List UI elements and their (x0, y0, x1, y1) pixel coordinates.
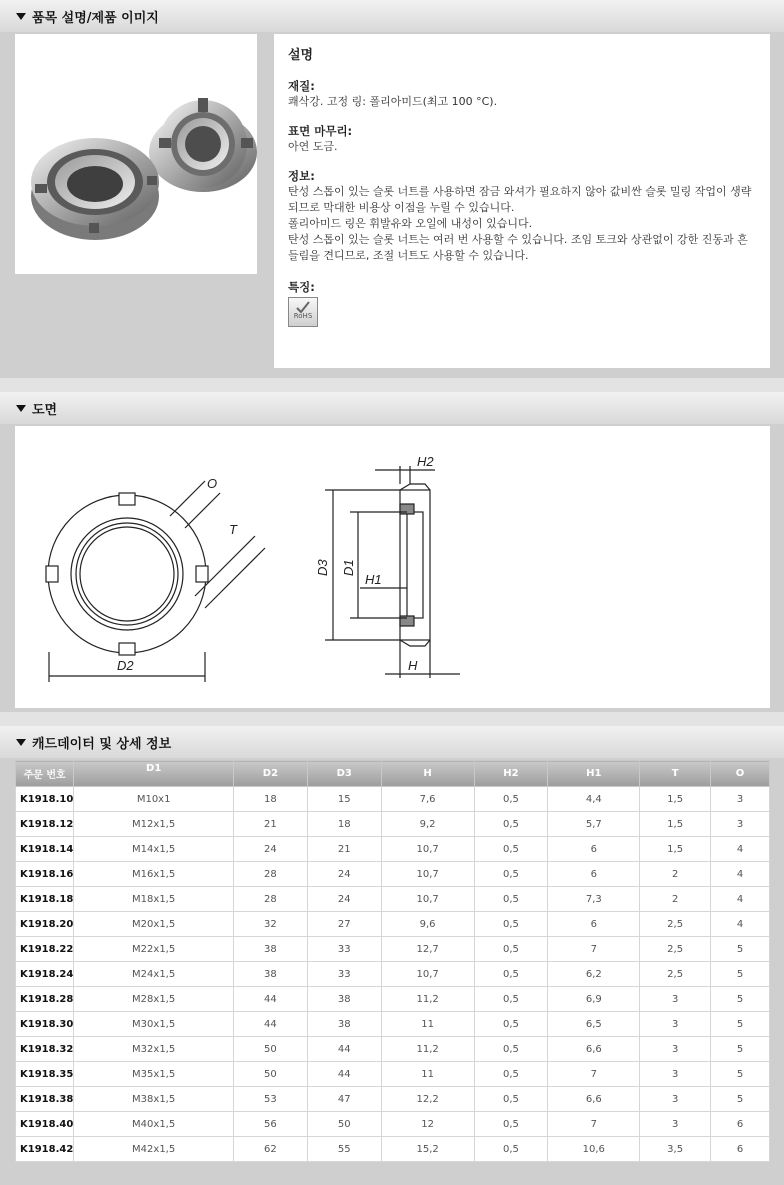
table-cell: 0,5 (474, 937, 548, 962)
table-cell: 50 (234, 1062, 308, 1087)
table-row (16, 837, 770, 862)
order-number-cell[interactable]: K1918.24 (16, 962, 74, 987)
order-number-cell[interactable]: K1918.18 (16, 887, 74, 912)
table-cell: M42x1,5 (74, 1137, 234, 1162)
table-row (16, 962, 770, 987)
col-d1[interactable]: D1 (74, 761, 234, 787)
label-t: T (229, 522, 237, 537)
table-row (16, 987, 770, 1012)
section-header-cad[interactable] (0, 726, 784, 758)
table-cell: 24 (307, 862, 381, 887)
table-cell: M38x1,5 (74, 1087, 234, 1112)
slotted-nut-photo (15, 34, 257, 274)
technical-drawing (15, 426, 770, 708)
table-cell: 0,5 (474, 787, 548, 812)
table-cell: 4 (711, 887, 770, 912)
table-cell: 6,9 (548, 987, 640, 1012)
table-cell: 0,5 (474, 837, 548, 862)
table-cell: 4 (711, 837, 770, 862)
table-row (16, 912, 770, 937)
table-cell: 18 (307, 812, 381, 837)
col-o[interactable]: O (711, 761, 770, 787)
table-cell: 0,5 (474, 812, 548, 837)
table-cell: 5 (711, 962, 770, 987)
table-cell: 21 (307, 837, 381, 862)
material-label: 재질: (288, 79, 315, 93)
table-cell: 0,5 (474, 1062, 548, 1087)
order-number-cell[interactable]: K1918.42 (16, 1137, 74, 1162)
table-cell: 5,7 (548, 812, 640, 837)
material-text: 쾌삭강. 고정 링: 폴리아미드(최고 100 °C). (288, 95, 498, 108)
label-d2: D2 (117, 658, 134, 673)
table-row (16, 1112, 770, 1137)
table-cell: 2,5 (640, 962, 711, 987)
table-cell: 3 (640, 1037, 711, 1062)
table-cell: 55 (307, 1137, 381, 1162)
label-o: O (207, 476, 218, 491)
table-cell: 11,2 (381, 1037, 474, 1062)
table-cell: 38 (234, 937, 308, 962)
table-cell: 32 (234, 912, 308, 937)
table-row (16, 887, 770, 912)
table-cell: 7,3 (548, 887, 640, 912)
table-cell: 38 (234, 962, 308, 987)
table-cell: M20x1,5 (74, 912, 234, 937)
section-title: 품목 설명/제품 이미지 (32, 10, 159, 26)
table-cell: 56 (234, 1112, 308, 1137)
table-cell: 28 (234, 862, 308, 887)
section-header-drawing[interactable] (0, 392, 784, 424)
order-number-cell[interactable]: K1918.32 (16, 1037, 74, 1062)
table-cell: 10,7 (381, 887, 474, 912)
section-title: 캐드데이터 및 상세 정보 (32, 736, 172, 752)
table-cell: 7 (548, 937, 640, 962)
table-cell: 38 (307, 987, 381, 1012)
col-t[interactable]: T (640, 761, 711, 787)
info-paragraph-1: 탄성 스톱이 있는 슬롯 너트를 사용하면 잠금 와셔가 필요하지 않아 값비싼 슬롯 밀링 작업이 생략되므로 막대한 비용상 이점을 누릴 수 있습니다. (288, 185, 752, 214)
order-number-cell[interactable]: K1918.38 (16, 1087, 74, 1112)
table-cell: M24x1,5 (74, 962, 234, 987)
description-title: 설명 (288, 48, 314, 63)
table-cell: 44 (234, 987, 308, 1012)
table-cell: 9,2 (381, 812, 474, 837)
drawing-panel (0, 424, 784, 712)
table-cell: 6 (548, 837, 640, 862)
table-cell: M28x1,5 (74, 987, 234, 1012)
table-cell: 5 (711, 1087, 770, 1112)
table-cell: M16x1,5 (74, 862, 234, 887)
table-cell: 28 (234, 887, 308, 912)
order-number-cell[interactable]: K1918.20 (16, 912, 74, 937)
table-cell: 0,5 (474, 912, 548, 937)
table-cell: 10,7 (381, 862, 474, 887)
table-cell: 5 (711, 937, 770, 962)
info-label: 정보: (288, 169, 315, 183)
table-cell: 3 (640, 1112, 711, 1137)
order-number-cell[interactable]: K1918.40 (16, 1112, 74, 1137)
table-cell: M30x1,5 (74, 1012, 234, 1037)
table-cell: 3 (640, 987, 711, 1012)
table-cell: 3 (640, 1012, 711, 1037)
table-cell: 6 (548, 912, 640, 937)
table-cell: 5 (711, 1062, 770, 1087)
table-cell: 0,5 (474, 887, 548, 912)
table-cell: 4,4 (548, 787, 640, 812)
rohs-badge-icon (288, 297, 318, 327)
order-number-cell[interactable]: K1918.28 (16, 987, 74, 1012)
front-view (46, 481, 265, 682)
table-cell: 6,2 (548, 962, 640, 987)
table-row (16, 1037, 770, 1062)
table-cell: 6 (711, 1137, 770, 1162)
section-title: 도면 (32, 402, 58, 418)
table-cell: M22x1,5 (74, 937, 234, 962)
table-cell: 6 (548, 862, 640, 887)
table-cell: M14x1,5 (74, 837, 234, 862)
spec-table (15, 760, 770, 1162)
table-cell: M32x1,5 (74, 1037, 234, 1062)
col-h1[interactable]: H1 (548, 761, 640, 787)
table-cell: 10,7 (381, 837, 474, 862)
table-cell: 18 (234, 787, 308, 812)
table-cell: 7 (548, 1112, 640, 1137)
table-cell: 5 (711, 1012, 770, 1037)
col-h2[interactable]: H2 (474, 761, 548, 787)
table-cell: 6 (711, 1112, 770, 1137)
table-cell: 2 (640, 887, 711, 912)
col-h[interactable]: H (381, 761, 474, 787)
table-cell: 0,5 (474, 1112, 548, 1137)
rohs-badge-text: RoHS (293, 312, 313, 320)
order-number-cell[interactable]: K1918.12 (16, 812, 74, 837)
product-image (15, 34, 257, 274)
table-cell: 0,5 (474, 987, 548, 1012)
table-cell: 5 (711, 987, 770, 1012)
table-cell: 1,5 (640, 787, 711, 812)
table-cell: 6,5 (548, 1012, 640, 1037)
table-cell: 6,6 (548, 1037, 640, 1062)
table-cell: M18x1,5 (74, 887, 234, 912)
table-cell: 33 (307, 937, 381, 962)
order-number-cell[interactable]: K1918.14 (16, 837, 74, 862)
cad-table-panel (0, 758, 784, 1185)
table-cell: 0,5 (474, 1012, 548, 1037)
collapse-triangle-icon (16, 13, 26, 20)
table-cell: 47 (307, 1087, 381, 1112)
order-number-cell[interactable]: K1918.22 (16, 937, 74, 962)
table-cell: 1,5 (640, 812, 711, 837)
order-number-cell[interactable]: K1918.16 (16, 862, 74, 887)
table-cell: 11 (381, 1012, 474, 1037)
table-cell: M12x1,5 (74, 812, 234, 837)
table-cell: 53 (234, 1087, 308, 1112)
table-cell: 11,2 (381, 987, 474, 1012)
table-cell: 38 (307, 1012, 381, 1037)
table-cell: 0,5 (474, 1087, 548, 1112)
section-header-description[interactable] (0, 0, 784, 32)
table-cell: 5 (711, 1037, 770, 1062)
label-h2: H2 (417, 454, 434, 469)
label-h1: H1 (365, 572, 382, 587)
table-cell: 3 (711, 812, 770, 837)
table-cell: 11 (381, 1062, 474, 1087)
table-cell: 1,5 (640, 837, 711, 862)
table-row (16, 862, 770, 887)
table-cell: 0,5 (474, 862, 548, 887)
info-paragraph-2: 폴리아미드 링은 휘발유와 오일에 내성이 있습니다. (288, 217, 533, 230)
table-row (16, 787, 770, 812)
table-row (16, 1087, 770, 1112)
table-cell: 10,6 (548, 1137, 640, 1162)
table-cell: M10x1 (74, 787, 234, 812)
table-cell: 10,7 (381, 962, 474, 987)
table-cell: 50 (307, 1112, 381, 1137)
order-number-cell[interactable]: K1918.10 (16, 787, 74, 812)
table-cell: 12,2 (381, 1087, 474, 1112)
table-cell: 4 (711, 862, 770, 887)
features-label: 특징: (288, 280, 315, 294)
table-cell: 15,2 (381, 1137, 474, 1162)
table-row (16, 937, 770, 962)
table-cell: M35x1,5 (74, 1062, 234, 1087)
table-cell: 3 (640, 1062, 711, 1087)
label-d1: D1 (341, 559, 356, 576)
table-cell: 33 (307, 962, 381, 987)
col-order-number[interactable]: 주문 번호 (16, 761, 74, 787)
table-cell: 6,6 (548, 1087, 640, 1112)
table-cell: 7 (548, 1062, 640, 1087)
table-cell: 2 (640, 862, 711, 887)
table-cell: 12 (381, 1112, 474, 1137)
table-cell: 0,5 (474, 1137, 548, 1162)
table-cell: M40x1,5 (74, 1112, 234, 1137)
label-d3: D3 (315, 559, 330, 576)
table-cell: 3 (640, 1087, 711, 1112)
finish-text: 아연 도금. (288, 140, 338, 153)
table-cell: 9,6 (381, 912, 474, 937)
collapse-triangle-icon (16, 405, 26, 412)
label-h: H (408, 658, 418, 673)
table-row (16, 812, 770, 837)
table-cell: 0,5 (474, 962, 548, 987)
table-cell: 44 (234, 1012, 308, 1037)
table-cell: 24 (307, 887, 381, 912)
finish-label: 표면 마무리: (288, 124, 353, 138)
description-text (274, 34, 770, 368)
col-d2[interactable]: D2 (234, 761, 308, 787)
table-cell: 3 (711, 787, 770, 812)
table-cell: 2,5 (640, 937, 711, 962)
col-d3[interactable]: D3 (307, 761, 381, 787)
order-number-cell[interactable]: K1918.30 (16, 1012, 74, 1037)
collapse-triangle-icon (16, 739, 26, 746)
info-paragraph-3: 탄성 스톱이 있는 슬롯 너트는 여러 번 사용할 수 있습니다. 조임 토크와 상관없이 강한 진동과 흔들림을 견디므로, 조절 너트도 사용할 수 있습니다. (288, 233, 748, 262)
table-row (16, 1062, 770, 1087)
table-cell: 0,5 (474, 1037, 548, 1062)
table-cell: 21 (234, 812, 308, 837)
table-header-row (16, 761, 770, 787)
description-panel (0, 32, 784, 378)
table-cell: 4 (711, 912, 770, 937)
table-row (16, 1012, 770, 1037)
order-number-cell[interactable]: K1918.35 (16, 1062, 74, 1087)
table-cell: 7,6 (381, 787, 474, 812)
table-cell: 2,5 (640, 912, 711, 937)
table-cell: 3,5 (640, 1137, 711, 1162)
table-cell: 44 (307, 1062, 381, 1087)
table-cell: 62 (234, 1137, 308, 1162)
table-cell: 44 (307, 1037, 381, 1062)
table-cell: 24 (234, 837, 308, 862)
table-cell: 50 (234, 1037, 308, 1062)
table-row (16, 1137, 770, 1162)
table-cell: 12,7 (381, 937, 474, 962)
table-cell: 15 (307, 787, 381, 812)
table-cell: 27 (307, 912, 381, 937)
